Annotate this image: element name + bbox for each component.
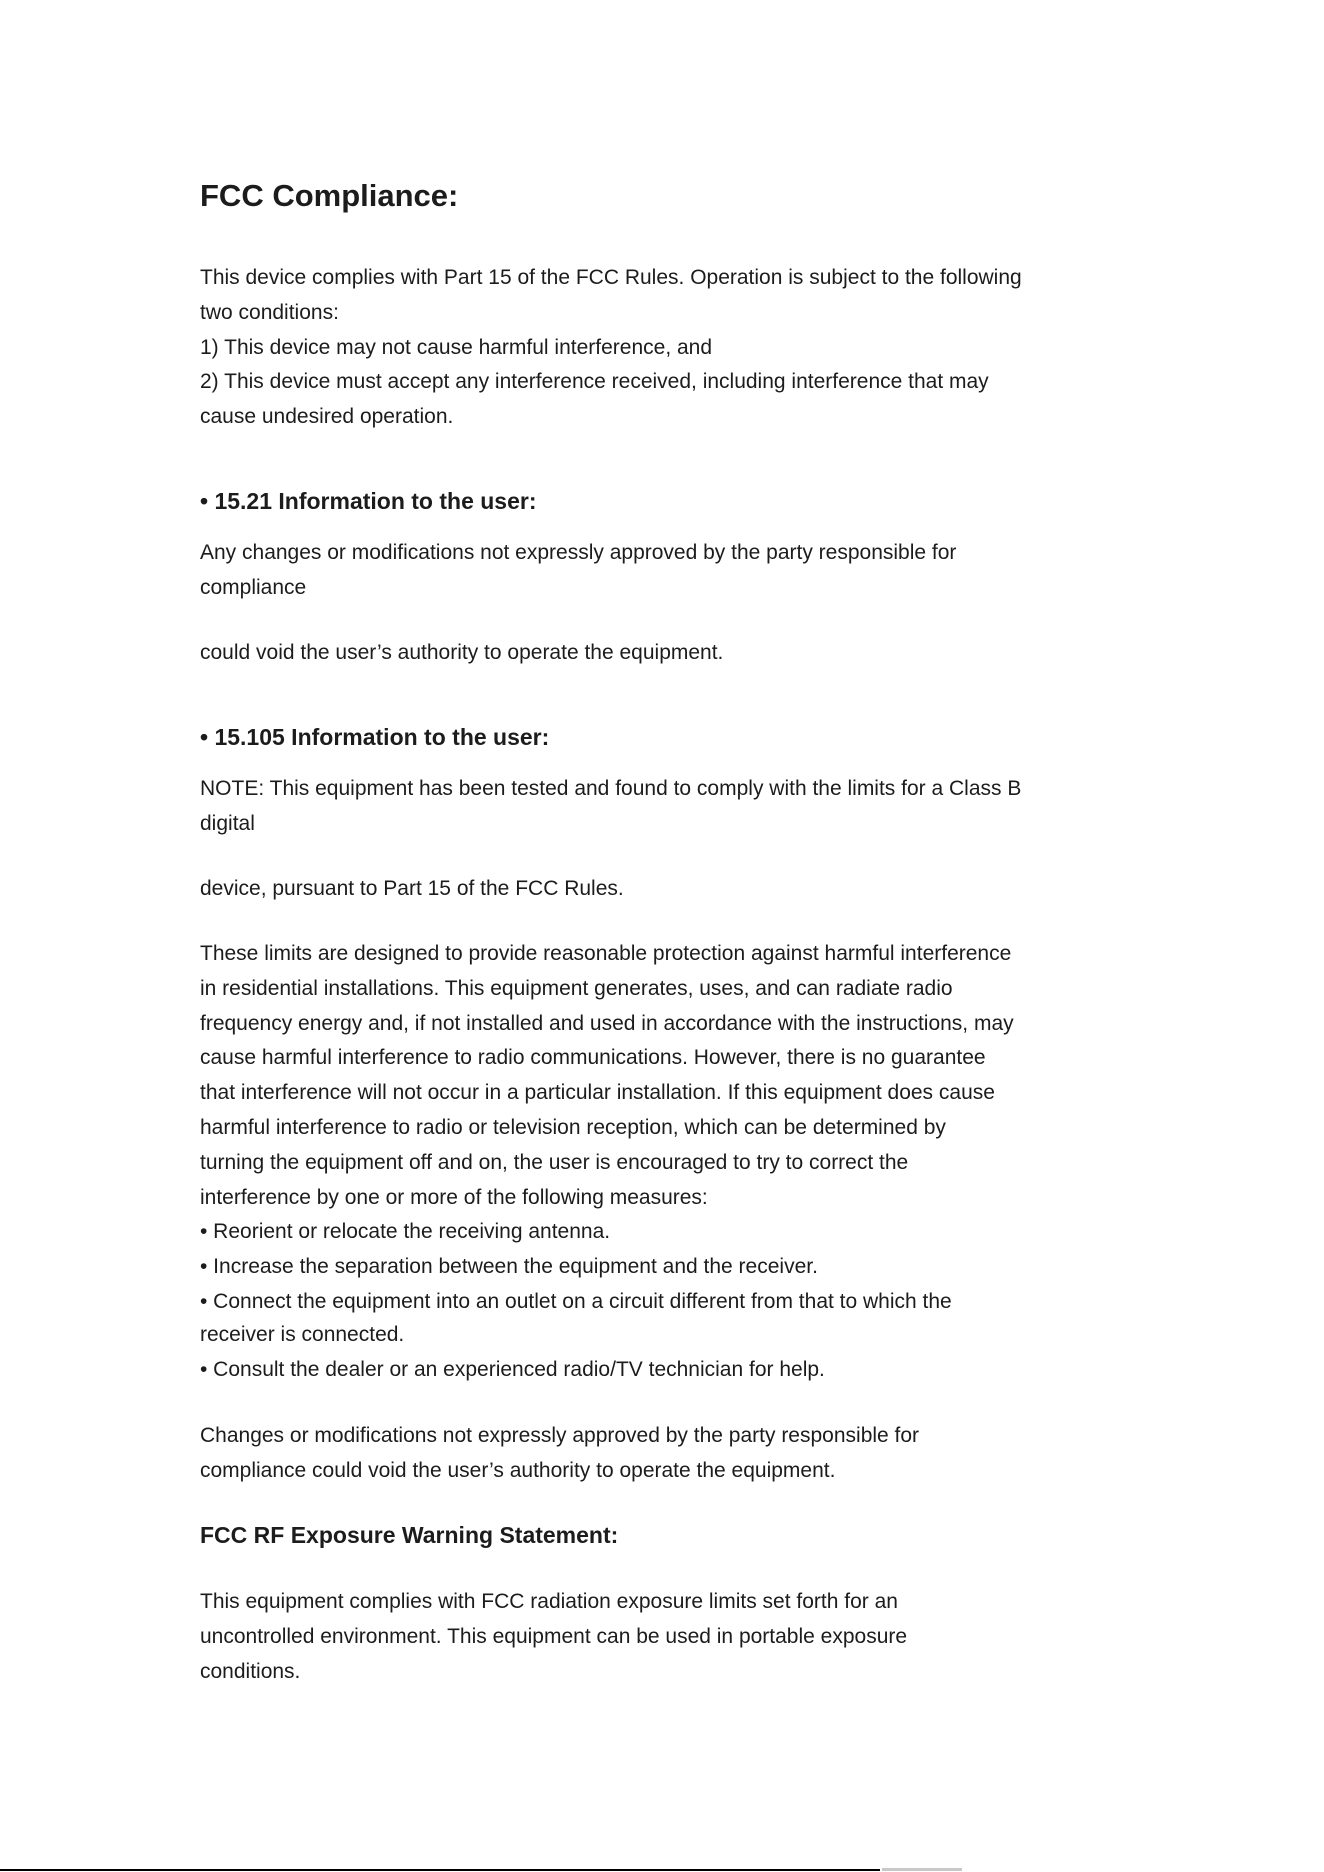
section-15-105-paragraph-2 — [200, 872, 624, 907]
text-line: receiver is connected. — [200, 1323, 405, 1347]
section-heading-15-21: • 15.21 Information to the user: — [200, 488, 537, 514]
text-line: turning the equipment off and on, the user is encouraged to try to correct the — [200, 1150, 909, 1174]
text-line: two conditions: — [200, 300, 339, 324]
text-line: frequency energy and, if not installed and used in accordance with the instructions, may — [200, 1011, 1014, 1035]
text-line: compliance — [200, 575, 307, 599]
bullet-item: • Increase the separation between the equipment and the receiver. — [200, 1255, 818, 1279]
text-line: 1) This device may not cause harmful interference, and — [200, 335, 713, 359]
rf-exposure-paragraph — [200, 1585, 907, 1689]
text-line: harmful interference to radio or television reception, which can be determined by — [200, 1115, 946, 1139]
text-line: that interference will not occur in a particular installation. If this equipment does cause — [200, 1081, 995, 1105]
bullet-item: • Consult the dealer or an experienced radio/TV technician for help. — [200, 1358, 825, 1382]
page-title: FCC Compliance: — [200, 178, 459, 213]
section-15-105-paragraph-1 — [200, 772, 1021, 842]
text-line: device, pursuant to Part 15 of the FCC Rules. — [200, 877, 624, 900]
page-bottom-rule — [0, 1869, 880, 1871]
text-line: conditions. — [200, 1659, 301, 1683]
section-15-21-paragraph-2 — [200, 636, 723, 671]
section-15-21-paragraph-1 — [200, 536, 956, 606]
text-line: interference by one or more of the following measures: — [200, 1185, 708, 1209]
text-line: could void the user’s authority to operate the equipment. — [200, 641, 724, 664]
text-line: This device complies with Part 15 of the FCC Rules. Operation is subject to the following — [200, 266, 1022, 289]
section-15-105-paragraph-4 — [200, 1419, 919, 1489]
text-line: in residential installations. This equipment generates, uses, and can radiate radio — [200, 976, 953, 1000]
text-line: Any changes or modifications not expressly approved by the party responsible for — [200, 541, 957, 564]
rf-exposure-heading: FCC RF Exposure Warning Statement: — [200, 1522, 619, 1548]
text-line: cause undesired operation. — [200, 405, 454, 429]
text-line: Changes or modifications not expressly approved by the party responsible for — [200, 1424, 920, 1447]
text-line: NOTE: This equipment has been tested and found to comply with the limits for a Class B — [200, 777, 1022, 800]
page-bottom-mark — [882, 1868, 962, 1871]
intro-paragraph — [200, 261, 1022, 435]
text-line: 2) This device must accept any interference received, including interference that may — [200, 370, 989, 394]
text-line: These limits are designed to provide reasonable protection against harmful interference — [200, 942, 1012, 965]
text-line: cause harmful interference to radio communications. However, there is no guarantee — [200, 1046, 986, 1070]
text-line: compliance could void the user’s authority to operate the equipment. — [200, 1458, 836, 1482]
text-line: digital — [200, 811, 255, 835]
section-heading-15-105: • 15.105 Information to the user: — [200, 724, 550, 750]
section-15-105-paragraph-3 — [200, 937, 1014, 1388]
bullet-item: • Reorient or relocate the receiving antenna. — [200, 1220, 611, 1244]
bullet-item: • Connect the equipment into an outlet on a circuit different from that to which the — [200, 1289, 952, 1313]
text-line: uncontrolled environment. This equipment can be used in portable exposure — [200, 1624, 908, 1648]
text-line: This equipment complies with FCC radiation exposure limits set forth for an — [200, 1590, 898, 1613]
